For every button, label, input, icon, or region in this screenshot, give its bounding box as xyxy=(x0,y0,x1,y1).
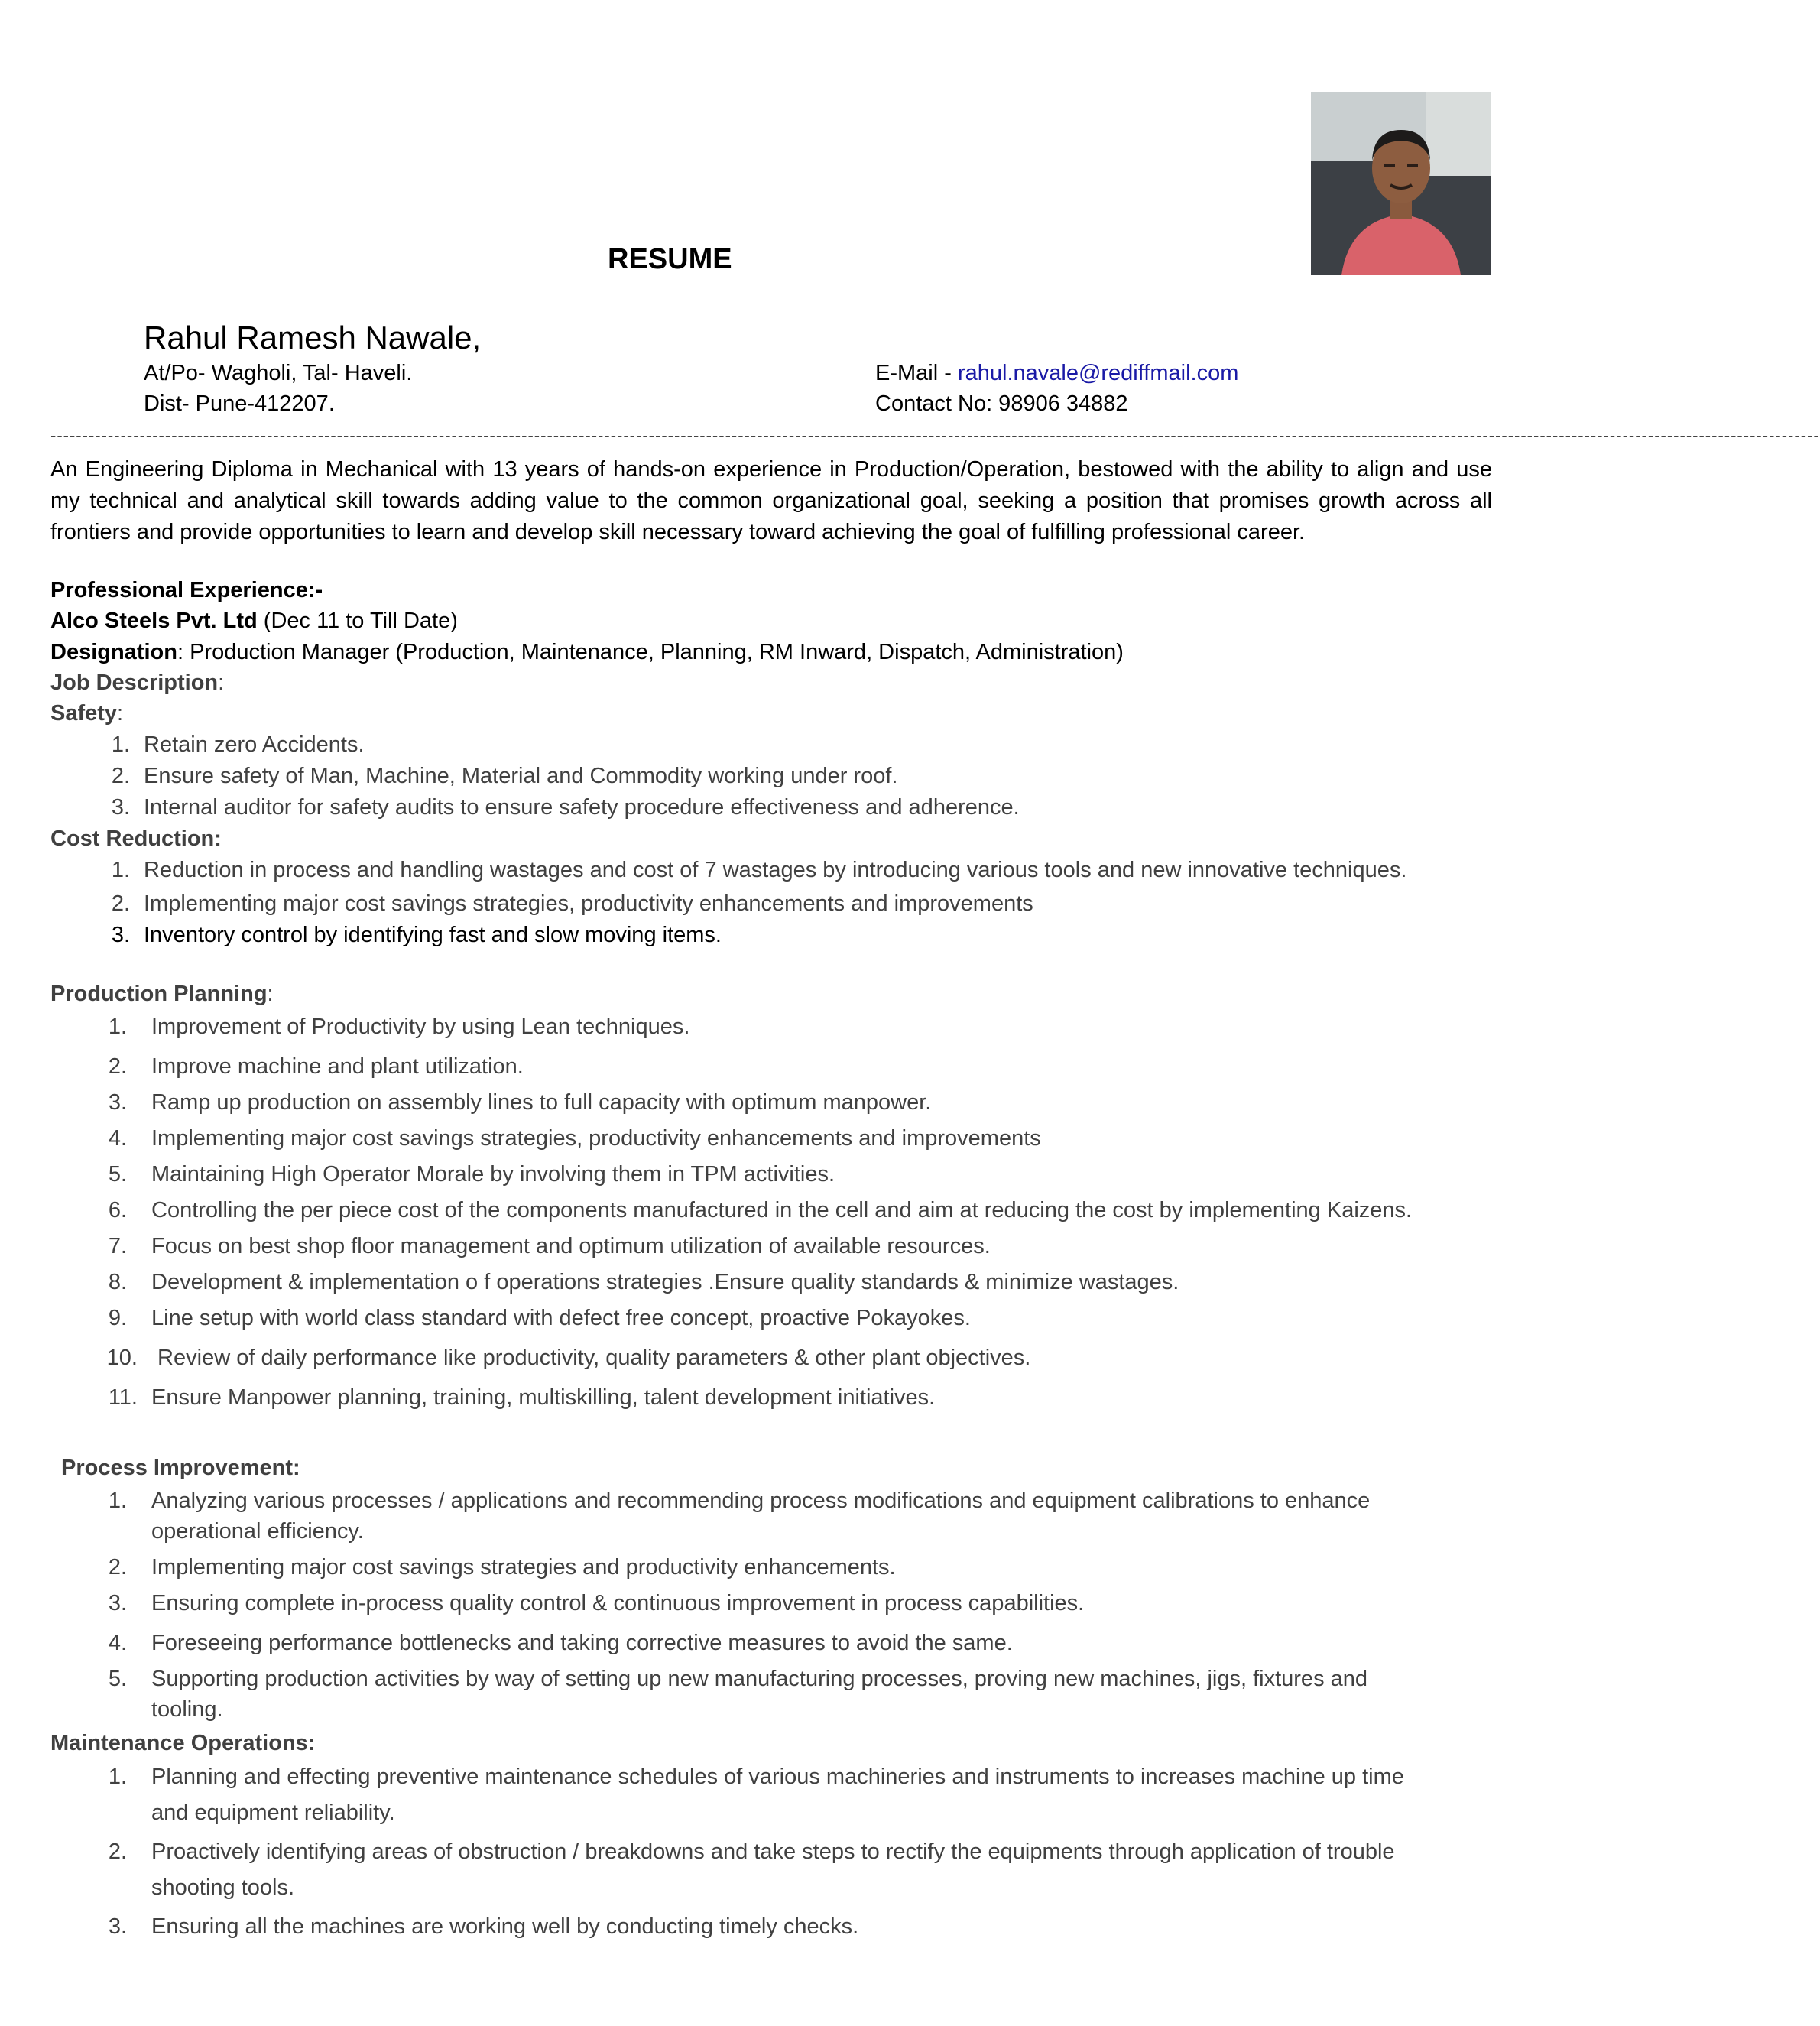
designation-value: : Production Manager (Production, Maintenance, Planning, RM Inward, Dispatch, Administration) xyxy=(177,640,1124,664)
company-row xyxy=(50,606,458,636)
company-name: Alco Steels Pvt. Ltd xyxy=(50,609,258,633)
colon: : xyxy=(117,701,124,726)
production-planning-heading: Production Planning xyxy=(50,982,268,1006)
list-item-continuation: tooling. xyxy=(151,1697,223,1722)
experience-heading: Professional Experience:- xyxy=(50,578,323,602)
employment-period: (Dec 11 to Till Date) xyxy=(257,609,458,633)
designation-label: Designation xyxy=(50,640,177,664)
list-item-continuation: and equipment reliability. xyxy=(151,1800,395,1825)
colon: : xyxy=(267,982,274,1006)
job-description-label: Job Description xyxy=(50,670,219,695)
designation-row xyxy=(50,637,1124,667)
profile-photo xyxy=(1311,92,1491,275)
safety-heading: Safety xyxy=(50,701,118,726)
job-description-row xyxy=(50,667,224,698)
email-label: E-Mail - xyxy=(875,361,958,385)
contact-number: Contact No: 98906 34882 xyxy=(875,391,1128,416)
cost-reduction-heading: Cost Reduction: xyxy=(50,826,222,851)
email-link[interactable]: rahul.navale@rediffmail.com xyxy=(957,361,1239,385)
career-summary: An Engineering Diploma in Mechanical with 13 years of hands-on experience in Production/Operation, bestowed with the ability to align and use my technical and analytical skill towards adding value to the common organizational goal, seeking a position that promises growth across all frontiers and provide opportunities to learn and develop skill necessary toward achieving the goal of fulfilling professional career. xyxy=(50,457,1492,544)
document-title: RESUME xyxy=(608,243,732,275)
list-item-continuation: operational efficiency. xyxy=(151,1519,364,1544)
process-improvement-heading: Process Improvement: xyxy=(61,1456,300,1480)
address-line-1: At/Po- Wagholi, Tal- Haveli. xyxy=(144,361,413,385)
safety-heading-row xyxy=(50,698,123,729)
address-line-2: Dist- Pune-412207. xyxy=(144,391,335,416)
list-item-continuation: shooting tools. xyxy=(151,1875,295,1900)
maintenance-heading: Maintenance Operations: xyxy=(50,1731,316,1755)
candidate-name: Rahul Ramesh Nawale, xyxy=(144,320,482,356)
email-row xyxy=(875,358,1238,388)
production-planning-heading-row xyxy=(50,979,274,1009)
divider-line: -------------------------------------------------------------------------------------------------------------------------------------------------------------------------------------------------------------------------------------------------------------------------------------- xyxy=(50,426,1820,445)
person-photo-icon xyxy=(1311,92,1491,275)
colon: : xyxy=(218,670,225,695)
